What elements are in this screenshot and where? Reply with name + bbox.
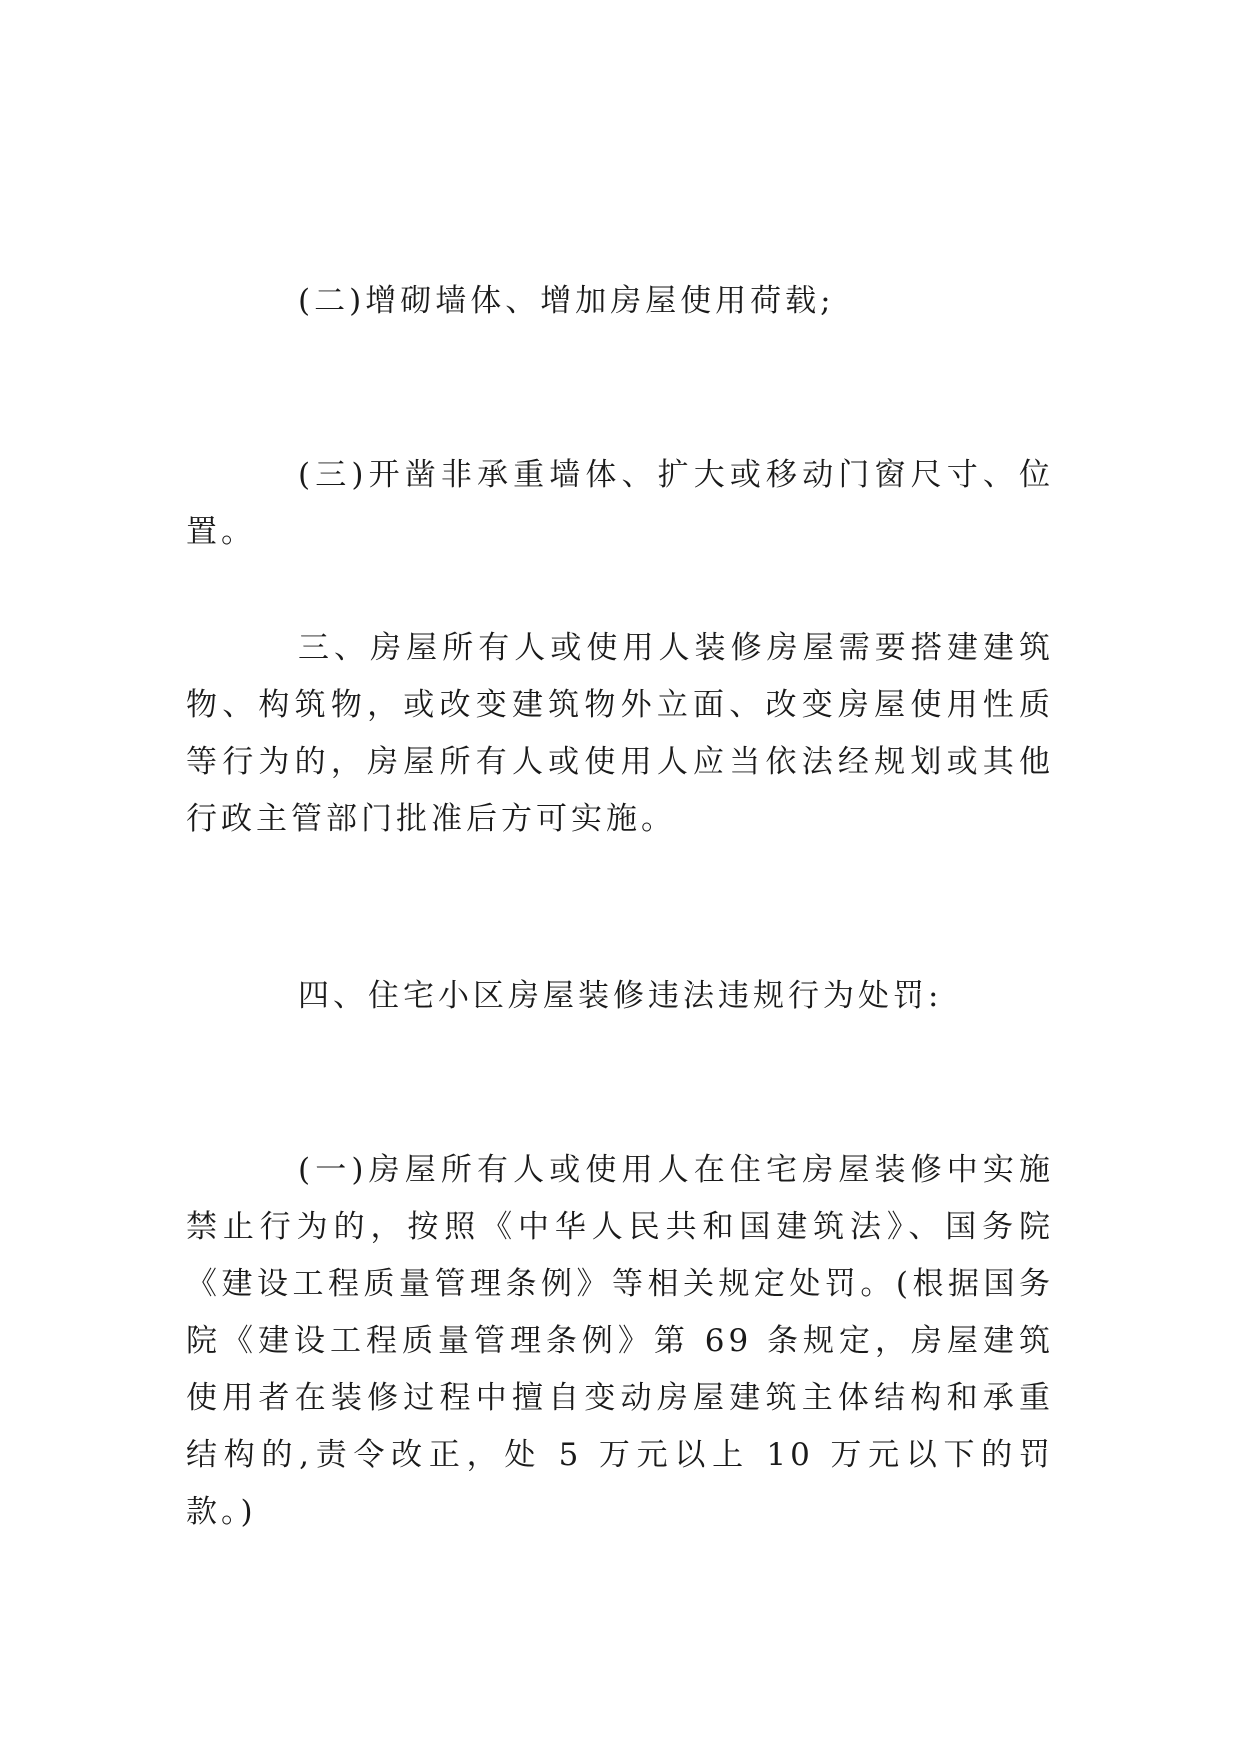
- paragraph-section-4-heading: 四、住宅小区房屋装修违法违规行为处罚:: [298, 978, 943, 1014]
- paragraph-item-3: (三)开凿非承重墙体、扩大或移动门窗尺寸、位置。: [186, 457, 1054, 550]
- paragraph-penalty-item-1: (一)房屋所有人或使用人在住宅房屋装修中实施禁止行为的，按照《中华人民共和国建筑法》、国务院《建设工程质量管理条例》等相关规定处罚。(根据国务院《建设工程质量管理条例》第 69 条规定，房屋建筑使用者在装修过程中擅自变动房屋建筑主体结构和承重结构的,责令改正，处 5 万元以上 10 万元以下的罚款。): [186, 1152, 1054, 1530]
- paragraph-item-2: (二)增砌墙体、增加房屋使用荷载;: [298, 283, 835, 319]
- paragraph-section-3: 三、房屋所有人或使用人装修房屋需要搭建建筑物、构筑物，或改变建筑物外立面、改变房屋使用性质等行为的，房屋所有人或使用人应当依法经规划或其他行政主管部门批准后方可实施。: [186, 630, 1054, 837]
